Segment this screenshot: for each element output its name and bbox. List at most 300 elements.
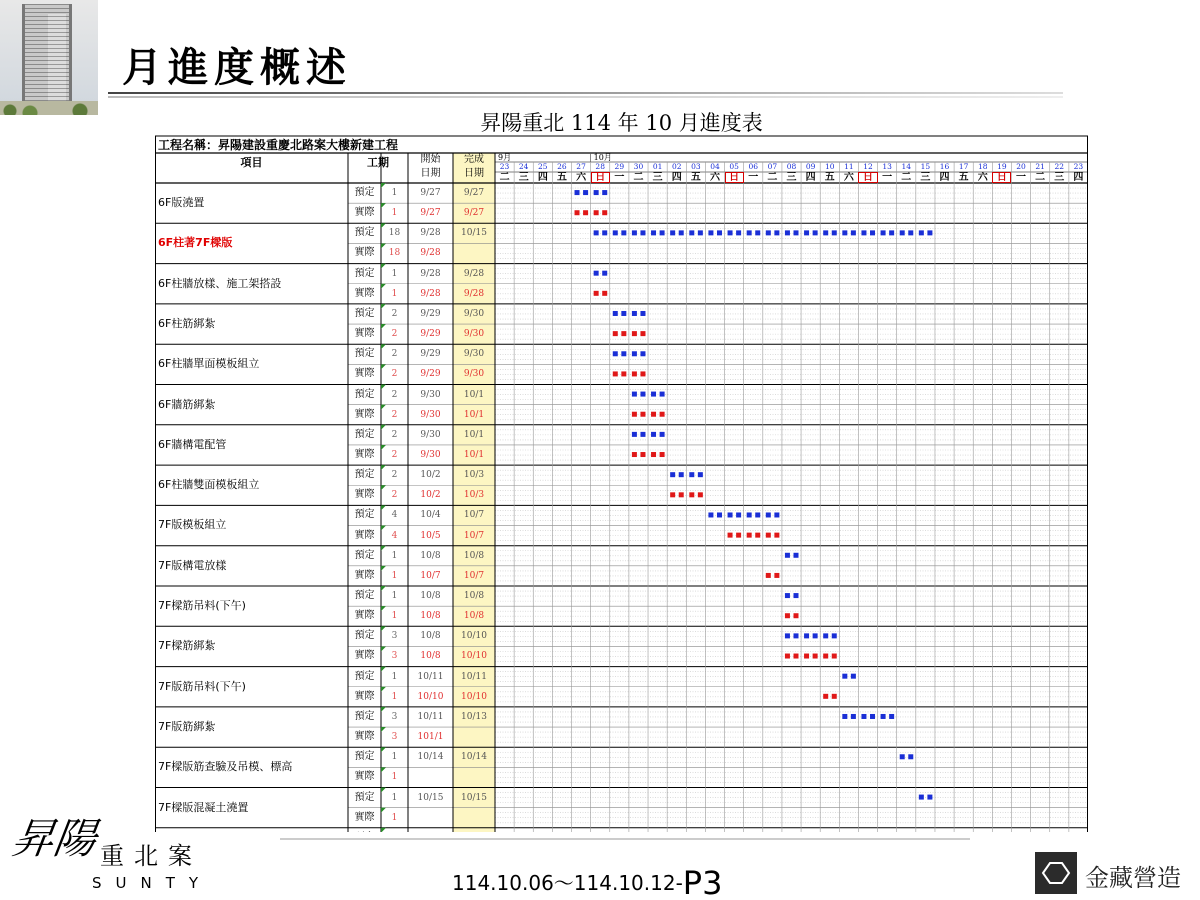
plan-start: 10/8 [420,631,441,642]
actual-bar-mark [813,654,818,659]
plan-bar-mark [794,553,799,558]
weekday: 六 [709,172,720,183]
actual-start: 9/28 [420,248,441,259]
company-name: 金藏營造 [1085,864,1181,892]
task-days-plan: 2 [391,429,398,440]
plan-start: 9/30 [420,389,441,400]
type-plan: 預定 [354,227,375,239]
plan-bar-mark [602,230,607,235]
type-plan [348,828,381,832]
plan-end: 10/15 [461,792,487,803]
task-name: 7F版筋綁紮 [158,719,216,733]
task-days-actual: 1 [391,812,398,823]
plan-bar-mark [747,230,752,235]
actual-start: 9/27 [420,208,441,219]
type-plan: 預定 [354,348,375,360]
weekday: 四 [805,172,816,183]
actual-bar-mark [660,412,665,417]
actual-bar-mark [785,613,790,618]
plan-bar-mark [679,472,684,477]
actual-bar-mark [651,412,656,417]
task-days-plan: 1 [391,591,398,601]
day-number: 18 [978,162,988,171]
task-days-plan: 1 [391,550,398,561]
type-plan: 預定 [354,791,375,803]
plan-bar-mark [728,512,733,517]
plan-bar-mark [794,593,799,598]
plan-bar-mark [651,392,656,397]
plan-bar-mark [842,674,847,679]
logo-chinese: 重北案 [100,842,202,870]
day-number: 14 [901,162,912,171]
day-number: 26 [557,162,567,171]
task-days-plan: 2 [391,389,398,400]
plan-bar-mark [640,351,645,356]
plan-bar-mark [717,230,722,235]
actual-bar-mark [747,533,752,538]
actual-end: 10/1 [463,409,485,420]
weekday: 二 [901,172,912,183]
plan-bar-mark [889,230,894,235]
task-name: 7F樑筋吊料(下午) [158,599,246,612]
task-days-plan: 2 [391,308,398,319]
actual-end: 9/27 [463,208,485,219]
plan-bar-mark [813,633,818,638]
plan-end: 10/7 [463,510,485,521]
project-label: 工程名稱：昇陽建設重慶北路案大樓新建工程 [158,138,399,152]
task-name: 6F牆構電配管 [158,437,227,451]
plan-bar-mark [908,754,913,759]
plan-bar-mark [632,432,637,437]
task-days-plan: 3 [391,631,398,642]
plan-bar-mark [870,230,875,235]
plan-end: 10/1 [463,389,485,400]
plan-bar-mark [602,271,607,276]
weekday: 三 [1054,172,1065,183]
actual-bar-mark [698,492,703,497]
building-photo [0,0,98,115]
plan-bar-mark [927,230,932,235]
day-number: 22 [1054,162,1065,171]
task-days-actual: 3 [391,732,398,743]
day-number: 15 [920,162,931,171]
plan-end: 10/11 [461,671,487,682]
actual-bar-mark [583,210,588,215]
plan-bar-mark [842,230,847,235]
weekday: 三 [920,172,931,183]
task-days-plan [381,828,408,832]
plan-bar-mark [861,714,866,719]
plan-bar-mark [640,311,645,316]
day-number: 01 [652,162,663,171]
task-days-actual: 2 [391,369,398,380]
task-days-actual: 4 [391,530,398,541]
weekday: 五 [556,172,567,183]
plan-bar-mark [832,230,837,235]
type-actual: 實際 [354,448,375,460]
task-days-plan: 2 [391,349,398,360]
plan-bar-mark [613,311,618,316]
type-plan: 預定 [354,307,375,319]
type-plan: 預定 [354,428,375,440]
type-plan: 預定 [354,388,375,400]
day-number: 27 [576,162,586,171]
plan-end: 10/10 [461,631,487,642]
plan-bar-mark [900,230,905,235]
plan-bar-mark [823,230,828,235]
plan-bar-mark [670,472,675,477]
task-name: 7F樑版混凝土澆置 [158,800,249,814]
bottom-rule [280,838,970,840]
col-start-header-2: 日期 [420,168,441,179]
weekday: 二 [1035,172,1046,183]
type-actual: 實際 [354,690,375,702]
actual-bar-mark [640,452,645,457]
plan-bar-mark [621,230,626,235]
weekday: 二 [499,172,510,183]
actual-bar-mark [832,654,837,659]
plan-start: 10/4 [420,510,441,521]
actual-end: 9/30 [463,369,485,380]
plan-bar-mark [881,714,886,719]
plan-bar-mark [861,230,866,235]
day-number: 13 [882,162,892,171]
actual-bar-mark [602,210,607,215]
plan-bar-mark [785,633,790,638]
actual-bar-mark [823,654,828,659]
plan-bar-mark [698,230,703,235]
col-start-header-1: 開始 [420,154,441,165]
task-days-plan: 1 [391,792,398,803]
day-number: 17 [958,162,969,171]
actual-start [408,767,453,787]
type-actual: 實際 [354,368,375,380]
plan-start: 9/27 [420,188,441,198]
actual-start: 10/8 [420,651,441,662]
type-actual: 實際 [354,287,375,299]
plan-bar-mark [881,230,886,235]
actual-bar-mark [794,654,799,659]
type-actual: 實際 [354,207,375,219]
type-plan: 預定 [354,590,375,601]
actual-bar-mark [785,654,790,659]
plan-bar-mark [651,230,656,235]
actual-bar-mark [755,533,760,538]
plan-bar-mark [927,795,932,800]
plan-bar-mark [842,714,847,719]
plan-bar-mark [613,230,618,235]
type-actual: 實際 [354,247,375,259]
plan-bar-mark [670,230,675,235]
actual-bar-mark [640,371,645,376]
plan-end: 10/15 [461,228,487,239]
task-days-plan: 1 [391,671,398,682]
type-actual: 實際 [354,771,375,783]
date-range [452,860,722,898]
task-name: 7F版模板組立 [158,518,227,532]
actual-bar-mark [613,371,618,376]
plan-bar-mark [660,392,665,397]
plan-bar-mark [621,351,626,356]
actual-bar-mark [804,654,809,659]
day-number: 23 [499,162,510,171]
col-end-header-2: 日期 [464,168,484,179]
task-name: 6F柱筋綁紮 [158,316,216,330]
type-plan: 預定 [354,751,375,763]
weekday: 二 [767,172,778,183]
actual-end: 10/7 [463,570,485,581]
actual-end: 10/10 [461,691,487,702]
task-days-actual: 2 [391,409,398,420]
plan-bar-mark [708,512,713,517]
task-days-actual: 1 [391,611,398,622]
type-actual: 實際 [354,610,375,622]
plan-bar-mark [766,230,771,235]
day-number: 06 [748,162,758,171]
plan-end: 10/14 [461,752,487,763]
type-actual: 實際 [354,489,375,501]
plan-bar-mark [594,230,599,235]
plan-bar-mark [870,714,875,719]
task-name: 6F牆筋綁紮 [158,397,216,411]
type-actual: 實際 [354,529,375,541]
plan-bar-mark [832,633,837,638]
actual-bar-mark [670,492,675,497]
plan-end [453,828,495,832]
plan-start: 10/2 [420,470,441,481]
task-days-actual: 3 [391,651,398,662]
plan-bar-mark [679,230,684,235]
plan-bar-mark [766,512,771,517]
task-days-plan: 4 [391,510,398,521]
task-days-plan: 1 [391,752,398,763]
plan-start: 10/14 [417,752,444,763]
weekday: 一 [1016,172,1027,183]
type-plan: 預定 [354,267,375,279]
sunty-logo [8,814,213,898]
actual-start: 10/5 [420,530,441,541]
actual-start: 10/2 [420,490,441,501]
day-number: 28 [595,162,605,171]
plan-bar-mark [889,714,894,719]
plan-start: 9/28 [420,268,441,279]
plan-bar-mark [785,553,790,558]
task-days-plan: 3 [391,711,398,722]
col-item-header: 項目 [240,156,263,169]
plan-bar-mark [851,674,856,679]
plan-bar-mark [651,432,656,437]
plan-bar-mark [640,392,645,397]
schedule-sheet [155,105,1088,832]
plan-bar-mark [908,230,913,235]
plan-bar-mark [689,472,694,477]
actual-end [453,727,495,747]
actual-end: 10/3 [463,490,485,501]
plan-bar-mark [621,311,626,316]
plan-bar-mark [851,714,856,719]
actual-bar-mark [679,492,684,497]
actual-bar-mark [613,331,618,336]
weekday-sunday: 日 [725,172,744,183]
actual-bar-mark [794,613,799,618]
actual-end: 9/28 [463,288,485,299]
day-number: 16 [939,162,950,171]
plan-bar-mark [736,230,741,235]
task-days-actual: 18 [388,248,401,259]
plan-end: 9/30 [463,349,485,360]
plan-bar-mark [689,230,694,235]
actual-end [453,767,495,787]
actual-start: 9/30 [420,449,441,460]
plan-bar-mark [804,633,809,638]
actual-bar-mark [766,533,771,538]
plan-bar-mark [785,230,790,235]
type-plan: 預定 [354,670,375,682]
day-number: 08 [786,162,797,171]
col-days-header: 工期 [367,156,389,169]
actual-start [408,808,453,828]
task-name: 6F柱著7F樑版 [158,236,233,250]
plan-end: 10/13 [461,711,487,722]
weekday: 五 [958,172,969,183]
weekday: 二 [633,172,644,183]
type-actual: 實際 [354,731,375,743]
day-number: 25 [538,162,548,171]
task-days-actual: 1 [391,691,398,702]
weekday: 六 [843,172,854,183]
task-name: 6F柱牆雙面模板組立 [158,478,260,492]
type-plan: 預定 [354,469,375,481]
day-number: 02 [671,162,682,171]
weekday-sunday: 日 [858,172,877,183]
task-name: 7F版構電放樣 [158,558,227,572]
plan-bar-mark [774,230,779,235]
weekday: 一 [748,172,759,183]
actual-bar-mark [575,210,580,215]
task-days-plan: 2 [391,470,398,481]
date-range-text: 114.10.06～114.10.12- [452,871,683,895]
weekday-sunday: 日 [591,172,610,183]
plan-end: 10/3 [463,470,485,481]
plan-bar-mark [594,190,599,195]
actual-start: 10/10 [417,691,444,702]
plan-bar-mark [640,230,645,235]
actual-bar-mark [594,210,599,215]
plan-start: 9/29 [420,349,441,360]
plan-bar-mark [736,512,741,517]
type-actual: 實際 [354,811,375,823]
plan-bar-mark [698,472,703,477]
plan-bar-mark [632,351,637,356]
task-days-actual: 1 [391,570,398,581]
plan-start: 10/11 [417,711,444,722]
plan-bar-mark [900,754,905,759]
plan-bar-mark [613,351,618,356]
weekday: 四 [537,172,548,183]
plan-start: 9/30 [420,429,441,440]
logo-calligraphy: 昇陽 [8,814,100,863]
plan-start: 10/8 [420,591,441,601]
company-logo [1035,852,1190,894]
actual-bar-mark [594,291,599,296]
day-number: 09 [805,162,816,171]
actual-bar-mark [774,533,779,538]
actual-bar-mark [621,371,626,376]
col-end-header-1: 完成 [464,154,484,165]
day-number: 03 [691,162,701,171]
actual-bar-mark [632,331,637,336]
company-logo-icon [1035,852,1077,894]
plan-bar-mark [708,230,713,235]
day-number: 23 [1073,162,1084,171]
type-plan: 預定 [354,549,375,561]
plan-end: 10/8 [463,550,485,561]
plan-bar-mark [851,230,856,235]
actual-bar-mark [640,412,645,417]
plan-bar-mark [660,230,665,235]
type-actual: 實際 [354,328,375,340]
actual-bar-mark [632,452,637,457]
plan-bar-mark [632,392,637,397]
weekday: 三 [518,172,529,183]
weekday: 六 [977,172,988,183]
actual-bar-mark [660,452,665,457]
weekday-sunday: 日 [992,172,1011,183]
task-days-actual: 2 [391,490,398,501]
day-number: 11 [844,162,854,171]
weekday: 四 [939,172,950,183]
actual-start: 9/29 [420,369,441,380]
plan-end: 10/8 [463,591,485,601]
actual-bar-mark [602,291,607,296]
day-number: 20 [1016,162,1026,171]
task-name: 7F樑版筋查驗及吊模、標高 [158,760,293,774]
actual-start: 9/28 [420,288,441,299]
actual-bar-mark [774,573,779,578]
title-rule [108,92,1063,94]
plan-start [408,828,453,832]
plan-start: 10/15 [417,792,444,803]
day-number: 21 [1035,162,1045,171]
task-days-actual: 2 [391,449,398,460]
actual-start: 9/30 [420,409,441,420]
actual-bar-mark [823,694,828,699]
logo-english: SUNTY [92,874,213,892]
plan-bar-mark [728,230,733,235]
task-name: 6F柱牆單面模板組立 [158,357,260,371]
task-days-actual: 1 [391,208,398,219]
plan-bar-mark [583,190,588,195]
plan-start: 10/11 [417,671,444,682]
weekday: 一 [614,172,625,183]
actual-end: 10/10 [461,651,487,662]
task-days-actual: 1 [391,288,398,299]
actual-bar-mark [651,452,656,457]
actual-bar-mark [728,533,733,538]
type-actual: 實際 [354,408,375,420]
plan-start: 9/28 [420,228,441,239]
plan-bar-mark [602,190,607,195]
actual-end: 10/7 [463,530,485,541]
page-title: 月進度概述 [122,45,352,91]
plan-end: 10/1 [463,429,485,440]
type-plan: 預定 [354,187,375,198]
plan-bar-mark [632,230,637,235]
weekday: 四 [1073,172,1084,183]
plan-bar-mark [747,512,752,517]
actual-bar-mark [689,492,694,497]
plan-start: 9/29 [420,308,441,319]
